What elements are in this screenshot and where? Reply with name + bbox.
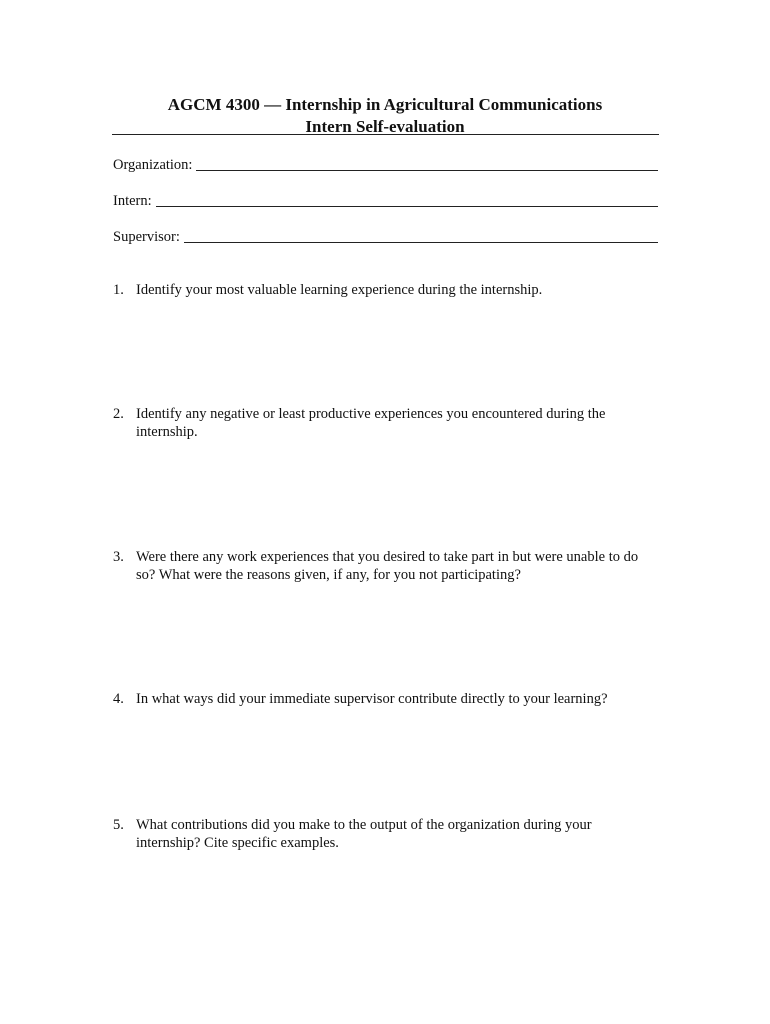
page-subtitle: Intern Self-evaluation: [305, 117, 465, 136]
question-item: [113, 405, 653, 441]
intern-label: Intern:: [113, 193, 152, 209]
question-item: [113, 548, 653, 584]
question-number: 5.: [113, 817, 124, 833]
title-divider: [112, 134, 659, 135]
supervisor-blank-line[interactable]: [184, 242, 658, 243]
question-item: [113, 690, 653, 708]
organization-blank-line[interactable]: [196, 170, 658, 171]
question-number: 4.: [113, 691, 124, 707]
question-text: In what ways did your immediate supervisor contribute directly to your learning?: [136, 691, 608, 707]
question-number: 2.: [113, 406, 124, 422]
question-text: Identify your most valuable learning experience during the internship.: [136, 282, 543, 298]
organization-label: Organization:: [113, 157, 193, 173]
question-text: Identify any negative or least productive experiences you encountered during the internship.: [136, 406, 606, 440]
intern-blank-line[interactable]: [156, 206, 658, 207]
question-text: Were there any work experiences that you desired to take part in but were unable to do so? What were the reasons given, if any, for you not participating?: [136, 549, 639, 583]
question-number: 1.: [113, 282, 124, 298]
page-title: AGCM 4300 — Internship in Agricultural Communications: [167, 95, 603, 114]
supervisor-field[interactable]: [113, 226, 658, 246]
question-item: [113, 816, 653, 852]
intern-field[interactable]: [113, 190, 658, 210]
question-text: What contributions did you make to the output of the organization during your internship? Cite specific examples.: [136, 817, 592, 851]
organization-field[interactable]: [113, 154, 658, 174]
question-item: [113, 281, 653, 299]
supervisor-label: Supervisor:: [113, 229, 180, 245]
question-number: 3.: [113, 549, 124, 565]
